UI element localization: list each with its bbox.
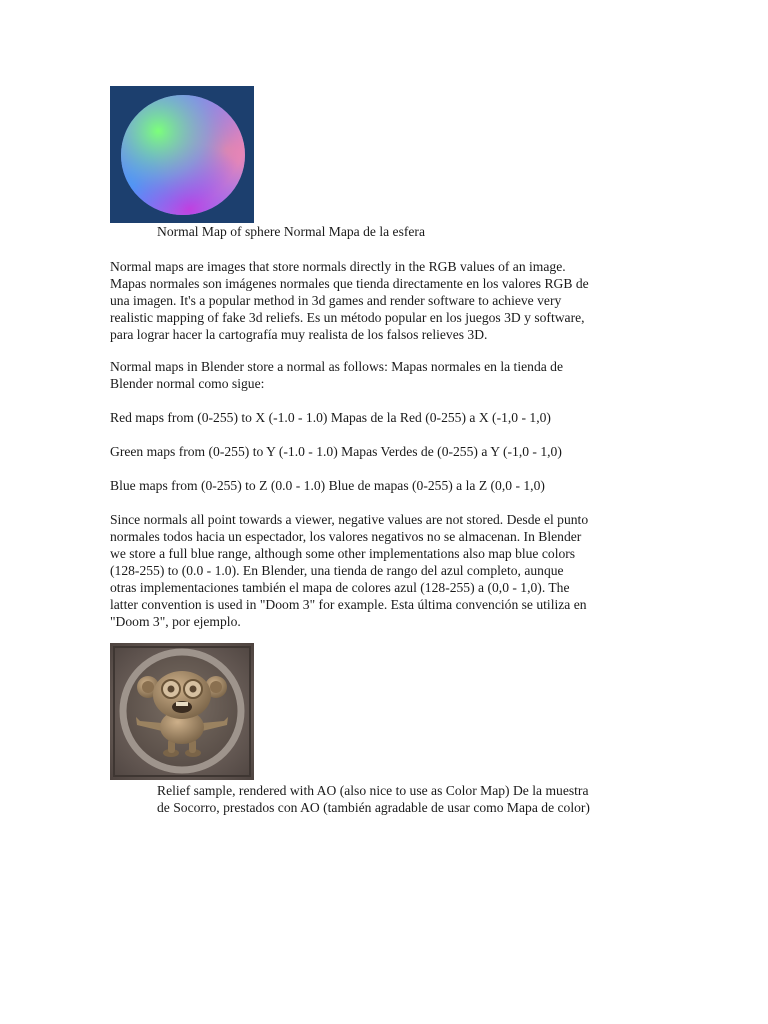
paragraph-line: normales todos hacia un espectador, los valores negativos no se almacenan. In Blender [110, 529, 582, 544]
sphere-normal-map-image [110, 86, 254, 223]
green-map-paragraph [110, 443, 562, 460]
intro-paragraph [110, 258, 589, 343]
paragraph-line: otras implementaciones también el mapa de colores azul (128-255) a (0,0 - 1,0). The [110, 580, 570, 595]
blender-paragraph [110, 358, 563, 392]
relief-caption [157, 782, 590, 816]
paragraph-line: we store a full blue range, although some other implementations also map blue colors [110, 546, 576, 561]
paragraph-line: Normal maps are images that store normals directly in the RGB values of an image. [110, 259, 566, 274]
paragraph-line: "Doom 3", por ejemplo. [110, 614, 241, 629]
paragraph-line: para lograr hacer la cartografía muy realista de los falsos relieves 3D. [110, 327, 488, 342]
relief-sample-image [110, 643, 254, 780]
paragraph-line: Since normals all point towards a viewer, negative values are not stored. Desde el punto [110, 512, 589, 527]
red-map-paragraph [110, 409, 551, 426]
negative-values-paragraph [110, 511, 588, 630]
paragraph-line: Blender normal como sigue: [110, 376, 265, 391]
paragraph-line: Normal maps in Blender store a normal as follows: Mapas normales en la tienda de [110, 359, 564, 374]
blue-map-paragraph [110, 477, 545, 494]
paragraph-line: Blue maps from (0-255) to Z (0.0 - 1.0) Blue de mapas (0-255) a la Z (0,0 - 1,0) [110, 478, 545, 493]
paragraph-line: (128-255) to (0.0 - 1.0). En Blender, una tienda de rango del azul completo, aunque [110, 563, 564, 578]
sphere-normal-map-graphic [110, 86, 254, 223]
paragraph-line: Mapas normales son imágenes normales que tienda directamente en los valores RGB de [110, 276, 589, 291]
paragraph-line: una imagen. It's a popular method in 3d games and render software to achieve very [110, 293, 562, 308]
caption-line: Relief sample, rendered with AO (also nice to use as Color Map) De la muestra [157, 783, 589, 798]
caption-line: de Socorro, prestados con AO (también agradable de usar como Mapa de color) [157, 800, 590, 815]
paragraph-line: realistic mapping of fake 3d reliefs. Es un método popular en los juegos 3D y software, [110, 310, 585, 325]
paragraph-line: Red maps from (0-255) to X (-1.0 - 1.0) Mapas de la Red (0-255) a X (-1,0 - 1,0) [110, 410, 551, 425]
sphere-caption: Normal Map of sphere Normal Mapa de la esfera [157, 224, 425, 239]
paragraph-line: latter convention is used in "Doom 3" for example. Esta última convención se utiliza en [110, 597, 587, 612]
relief-monkey-graphic [110, 643, 254, 780]
paragraph-line: Green maps from (0-255) to Y (-1.0 - 1.0) Mapas Verdes de (0-255) a Y (-1,0 - 1,0) [110, 444, 562, 459]
